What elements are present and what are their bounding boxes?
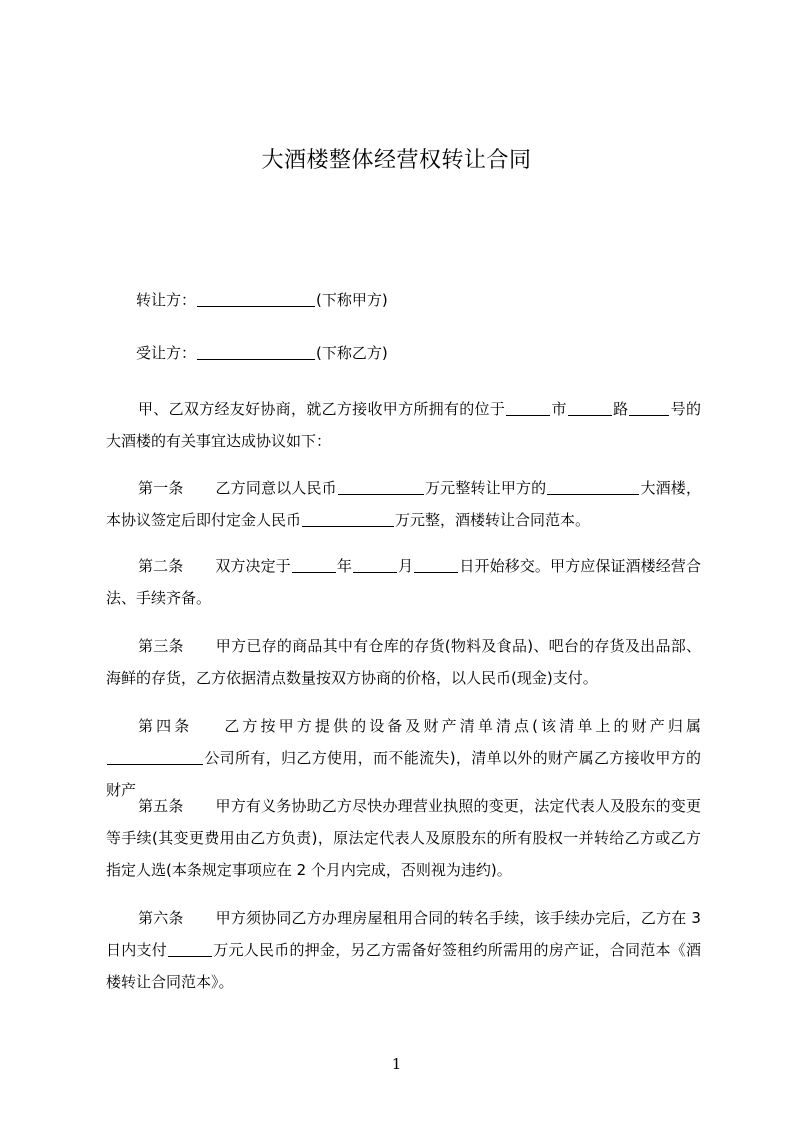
restaurant-name-blank [547, 479, 639, 495]
deposit-blank [302, 511, 394, 527]
page-number: 1 [391, 1055, 402, 1073]
article-5-text: 甲方有义务协助乙方尽快办理营业执照的变更，法定代表人及股东的变更等手续(其变更费用由乙方负责)，原法定代表人及原股东的所有股权一并转给乙方或乙方指定人选(本条规定事项应在 2 个月内完成，否则视为违约)。 [106, 797, 701, 879]
number-blank [629, 400, 669, 416]
city-blank [506, 400, 550, 416]
article-2-text-1: 双方决定于 [215, 557, 291, 575]
article-6-text-2: 万元人民币的押金，另乙方需备好签租约所需用的房产证，合同范本《酒楼转让合同范本》。 [106, 941, 701, 991]
transferee-name-blank [197, 344, 315, 360]
transferee-suffix: (下称乙方) [316, 344, 388, 362]
transferee-label: 受让方： [136, 344, 197, 362]
article-2-text-4: 日开始移交。甲方应保证酒楼经营合法、手续齐备。 [106, 557, 701, 607]
deposit-amount-blank [168, 941, 212, 957]
transferor-label: 转让方： [136, 291, 197, 309]
transferor-name-blank [197, 291, 315, 307]
article-6 [106, 902, 701, 998]
preamble-text-3: 路 [612, 400, 629, 418]
road-blank [568, 400, 612, 416]
article-2-text-2: 年 [336, 557, 353, 575]
preamble-text-2: 市 [551, 400, 567, 418]
day-blank [414, 557, 458, 573]
owner-company-blank [107, 749, 203, 765]
article-6-text-1: 甲方须协同乙方办理房屋租用合同的转名手续，该手续办完后，乙方在 3 日内支付 [106, 909, 701, 959]
page-title: 大酒楼整体经营权转让合同 [261, 148, 532, 173]
transferor-suffix: (下称甲方) [316, 291, 388, 309]
article-4-text-2: 公司所有，归乙方使用，而不能流失)，清单以外的财产属乙方接收甲方的财产 [106, 749, 701, 799]
transferee-line [136, 342, 388, 364]
article-4-label: 第四条 [138, 717, 193, 735]
price-blank [338, 479, 424, 495]
article-1-text-4: 万元整，酒楼转让合同范本。 [395, 511, 591, 529]
article-3 [106, 630, 701, 694]
article-3-text: 甲方已存的商品其中有仓库的存货(物料及食品)、吧台的存货及出品部、海鲜的存货，乙方依据清点数量按双方协商的价格，以人民币(现金)支付。 [106, 637, 701, 687]
article-2 [106, 550, 701, 614]
article-1-text-1: 乙方同意以人民币 [215, 479, 337, 497]
article-1-text-3: 大酒楼，本协议签定后即付定金人民币 [106, 479, 701, 529]
article-2-label: 第二条 [138, 557, 184, 575]
preamble-text-4: 号的大酒楼的有关事宜达成协议如下： [106, 400, 701, 450]
year-blank [292, 557, 336, 573]
transferor-line [136, 289, 388, 311]
article-2-text-3: 月 [398, 557, 414, 575]
article-1-label: 第一条 [138, 479, 184, 497]
article-5 [106, 790, 701, 886]
article-4-text-1: 乙方按甲方提供的设备及财产清单清点(该清单上的财产归属 [224, 717, 701, 735]
article-1 [106, 472, 701, 536]
article-1-text-2: 万元整转让甲方的 [424, 479, 547, 497]
article-3-label: 第三条 [138, 637, 184, 655]
preamble-paragraph [106, 393, 701, 457]
article-6-label: 第六条 [138, 909, 184, 927]
article-5-label: 第五条 [138, 797, 184, 815]
preamble-text-1: 甲、乙双方经友好协商，就乙方接收甲方所拥有的位于 [138, 400, 506, 418]
month-blank [353, 557, 397, 573]
